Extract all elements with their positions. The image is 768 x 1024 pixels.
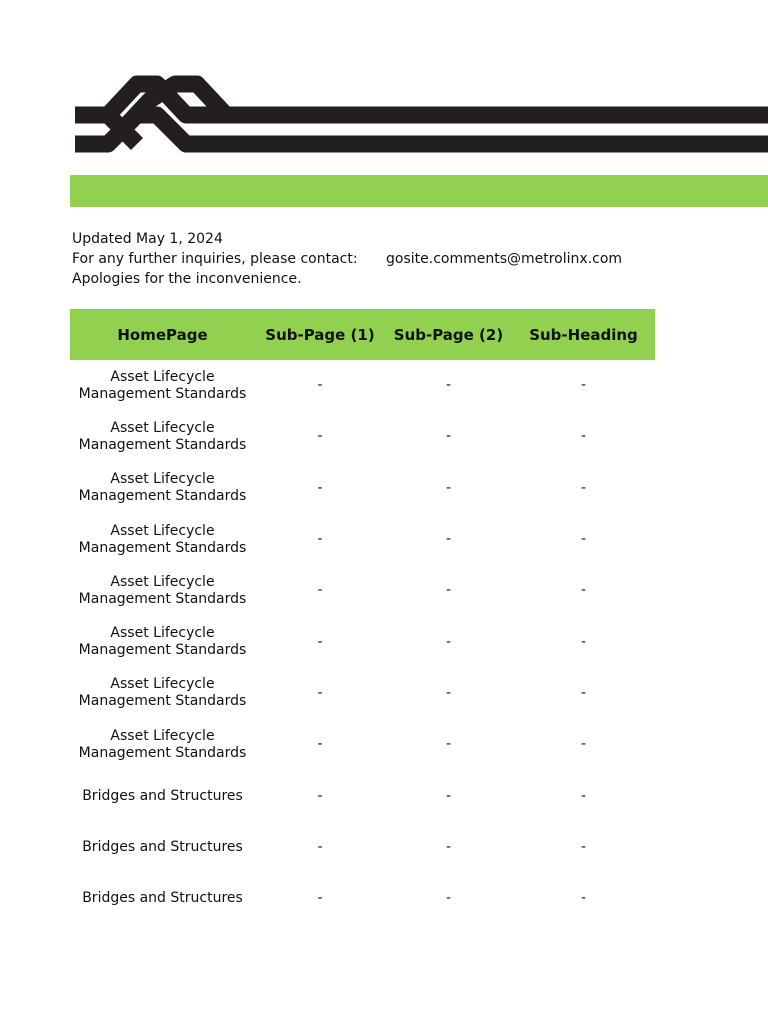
homepage-cell: Asset Lifecycle Management Standards	[78, 676, 247, 710]
table-row	[70, 822, 655, 873]
homepage-cell: Bridges and Structures	[82, 890, 243, 907]
homepage-cell: Asset Lifecycle Management Standards	[78, 522, 247, 556]
sub-page-1-cell: -	[317, 684, 323, 701]
notice-block	[72, 229, 622, 289]
metrolinx-track-logo-icon	[0, 70, 768, 162]
table-row	[70, 565, 655, 616]
contact-line	[72, 249, 622, 269]
homepage-cell: Asset Lifecycle Management Standards	[78, 625, 247, 659]
table-row	[70, 463, 655, 514]
sub-heading-cell: -	[580, 684, 587, 701]
sub-page-1-cell: -	[317, 428, 323, 445]
table-row	[70, 411, 655, 462]
sub-page-2-cell: -	[445, 428, 452, 445]
green-header-band	[70, 175, 768, 207]
contact-label: For any further inquiries, please contact:	[72, 251, 358, 267]
sub-page-1-cell: -	[317, 479, 323, 496]
table-row	[70, 514, 655, 565]
table-row	[70, 616, 655, 667]
sub-page-2-cell: -	[445, 531, 452, 548]
apology-text: Apologies for the inconvenience.	[72, 271, 302, 287]
table-body	[70, 360, 655, 924]
sub-page-1-cell: -	[317, 633, 323, 650]
sub-page-2-cell: -	[445, 582, 452, 599]
sub-page-1-cell: -	[317, 736, 323, 753]
sub-page-2-cell: -	[445, 377, 452, 394]
contact-email-link[interactable]: gosite.comments@metrolinx.com	[386, 251, 623, 267]
sub-heading-cell: -	[580, 428, 587, 445]
sub-heading-cell: -	[580, 787, 587, 804]
sub-page-1-cell: -	[317, 377, 323, 394]
updated-date: Updated May 1, 2024	[72, 231, 223, 247]
homepage-cell: Asset Lifecycle Management Standards	[78, 471, 247, 505]
sub-page-1-cell: -	[317, 582, 323, 599]
table-row	[70, 668, 655, 719]
column-header-sub-page-2: Sub-Page (2)	[385, 309, 512, 360]
table-header-row	[70, 309, 655, 360]
sub-heading-cell: -	[580, 838, 587, 855]
column-header-sub-heading: Sub-Heading	[512, 309, 655, 360]
sub-page-2-cell: -	[445, 736, 452, 753]
sub-page-2-cell: -	[445, 838, 452, 855]
column-header-sub-page-1: Sub-Page (1)	[255, 309, 385, 360]
table-row	[70, 719, 655, 770]
sub-heading-cell: -	[580, 479, 587, 496]
table-row	[70, 360, 655, 411]
table-row	[70, 770, 655, 821]
sub-page-1-cell: -	[317, 838, 323, 855]
homepage-cell: Asset Lifecycle Management Standards	[78, 727, 247, 761]
sub-heading-cell: -	[580, 736, 587, 753]
sub-page-2-cell: -	[445, 479, 452, 496]
homepage-cell: Bridges and Structures	[82, 838, 243, 855]
homepage-cell: Asset Lifecycle Management Standards	[78, 419, 247, 453]
table-row	[70, 873, 655, 924]
homepage-cell: Asset Lifecycle Management Standards	[78, 368, 247, 402]
sub-page-2-cell: -	[445, 890, 452, 907]
column-header-homepage: HomePage	[70, 309, 255, 360]
sub-page-2-cell: -	[445, 633, 452, 650]
sub-page-1-cell: -	[317, 787, 323, 804]
sub-heading-cell: -	[580, 531, 587, 548]
sub-heading-cell: -	[580, 377, 587, 394]
page-mapping-table	[70, 309, 655, 924]
sub-page-1-cell: -	[317, 890, 323, 907]
sub-page-2-cell: -	[445, 787, 452, 804]
sub-heading-cell: -	[580, 633, 587, 650]
sub-page-1-cell: -	[317, 531, 323, 548]
homepage-cell: Asset Lifecycle Management Standards	[78, 573, 247, 607]
sub-page-2-cell: -	[445, 684, 452, 701]
sub-heading-cell: -	[580, 582, 587, 599]
homepage-cell: Bridges and Structures	[82, 787, 243, 804]
sub-heading-cell: -	[580, 890, 587, 907]
